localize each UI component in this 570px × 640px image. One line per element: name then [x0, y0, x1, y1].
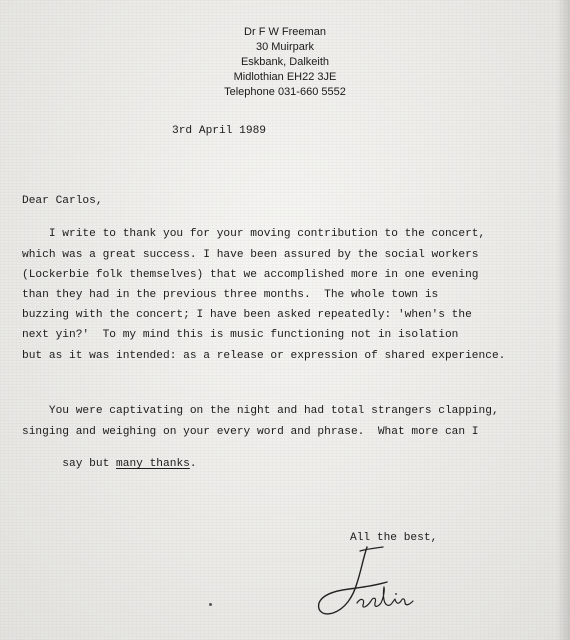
handwritten-signature	[305, 545, 425, 620]
paragraph-line: which was a great success. I have been assured by the social workers	[22, 249, 479, 261]
paragraph-line-last	[22, 446, 197, 482]
signoff: All the best,	[350, 532, 438, 544]
paragraph-line: (Lockerbie folk themselves) that we accomplished more in one evening	[22, 269, 479, 281]
closing-suffix: .	[189, 458, 197, 470]
paragraph-line: but as it was intended: as a release or expression of shared experience.	[22, 350, 506, 362]
salutation: Dear Carlos,	[22, 195, 103, 207]
paragraph-line: than they had in the previous three months. The whole town is	[22, 289, 439, 301]
sender-name: Dr F W Freeman	[244, 26, 326, 38]
letter-date: 3rd April 1989	[172, 125, 266, 137]
closing-prefix: say but	[62, 458, 117, 470]
sender-town: Eskbank, Dalkeith	[240, 56, 330, 68]
paragraph-line: singing and weighing on your every word and phrase. What more can I	[22, 426, 479, 438]
paper-edge-shadow	[556, 0, 570, 640]
paragraph-line: I write to thank you for your moving contribution to the concert,	[22, 228, 486, 240]
paper-speck	[209, 603, 212, 606]
paragraph-line: next yin?' To my mind this is music functioning not in isolation	[22, 329, 459, 341]
paragraph-line: You were captivating on the night and had total strangers clapping,	[22, 405, 499, 417]
sender-street: 30 Muirpark	[255, 41, 315, 53]
letterhead	[200, 25, 370, 100]
sender-telephone: Telephone 031-660 5552	[224, 86, 346, 98]
underlined-thanks: many thanks	[116, 458, 190, 470]
sender-region: Midlothian EH22 3JE	[233, 71, 337, 83]
paragraph-line: buzzing with the concert; I have been asked repeatedly: 'when's the	[22, 309, 472, 321]
